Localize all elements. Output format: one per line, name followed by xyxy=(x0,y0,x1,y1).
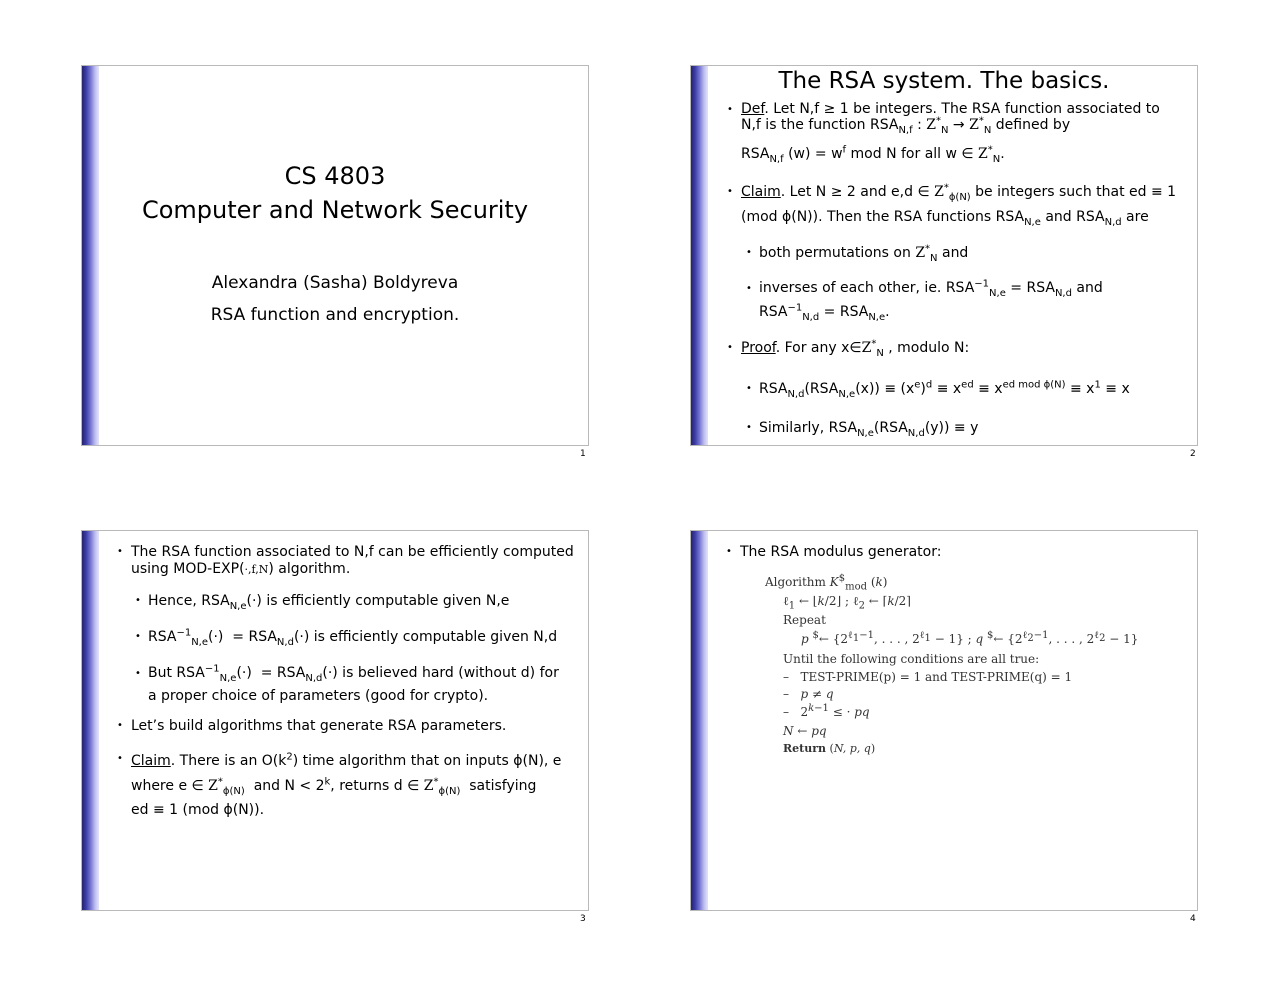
algorithm-line-sample: p $← {$2^{\ell_1-1}$, . . . , $2^{\ell_1} - 1$} ; q $← {$2^{\ell_2-1}$, . . . , $2^{\ell_2} - 1$} xyxy=(801,630,1139,646)
claim-line1: Claim. Let N ≥ 2 and e,d ∈ $Z^*_{\phi(N)}$ be integers such that ed ≡ 1 xyxy=(741,182,1177,203)
claim-line1: Claim. There is an $O(k^2)$ time algorithm that on inputs ϕ(N), e xyxy=(131,751,562,769)
definition-line2: N,f is the function $RSA_{N,f}$ : $Z^*_N \to Z^*_N$ defined by xyxy=(741,115,1071,136)
hardness-bullet-line2: a proper choice of parameters (good for crypto). xyxy=(148,688,489,704)
inverse-bullet-line2: $RSA^{-1}_{N,d} = RSA_{N,e}$. xyxy=(759,302,890,323)
slide-4 xyxy=(690,530,1198,911)
algorithm-cond-distinct: – p ≠ q xyxy=(783,687,834,701)
algorithm-line-modulus: N ← pq xyxy=(783,724,827,738)
claim-line3: ed ≡ 1 (mod ϕ(N)). xyxy=(131,802,265,818)
algorithm-header: Algorithm $K^{\$}_{mod}$ (k) xyxy=(765,573,888,593)
slide-accent-bar xyxy=(691,531,708,910)
slide-title: The RSA system. The basics. xyxy=(778,68,1110,94)
bullet-icon: • xyxy=(117,546,123,557)
page-number-2: 2 xyxy=(1190,449,1196,459)
page-number-3: 3 xyxy=(580,914,586,924)
bullet-icon: • xyxy=(727,342,733,353)
bullet-icon: • xyxy=(746,422,752,433)
efficiency-line1: The RSA function associated to N,f can be efficiently computed xyxy=(131,544,574,560)
bullet-icon: • xyxy=(117,720,123,731)
hence-bullet: Hence, $RSA_{N,e}(\cdot)$ is efficiently computable given N,e xyxy=(148,593,510,612)
course-number: CS 4803 xyxy=(284,162,386,190)
bullet-icon: • xyxy=(726,546,732,557)
inverse-computable-bullet: $RSA^{-1}_{N,e}(\cdot) = RSA_{N,d}(\cdot)$ is efficiently computable given N,d xyxy=(148,627,558,648)
proof-similarly: Similarly, $RSA_{N,e}(RSA_{N,d}(y)) \equiv y$ xyxy=(759,420,979,439)
algorithm-line-split: ℓ$_1$ ← ⌊k/2⌋ ; ℓ$_2$ ← ⌈k/2⌉ xyxy=(783,594,911,612)
proof-line: Proof. For any $x\in Z^*_N$ , modulo N: xyxy=(741,338,970,359)
bullet-icon: • xyxy=(135,595,141,606)
slide-3 xyxy=(81,530,589,911)
lecture-subtitle: RSA function and encryption. xyxy=(210,305,460,325)
definition-formula: $RSA_{N,f}$ $(w) = w^f$ mod N for all w ∈ $Z^*_N$. xyxy=(741,144,1005,165)
bullet-icon: • xyxy=(135,631,141,642)
build-algorithms-bullet: Let’s build algorithms that generate RSA parameters. xyxy=(131,718,507,734)
bullet-icon: • xyxy=(117,753,123,764)
bullet-icon: • xyxy=(746,383,752,394)
permutation-bullet: both permutations on $Z^*_N$ and xyxy=(759,243,969,264)
slide-accent-bar xyxy=(82,66,99,445)
bullet-icon: • xyxy=(746,247,752,258)
definition-line1: Def. Let N,f ≥ 1 be integers. The RSA function associated to xyxy=(741,101,1160,117)
slide-2 xyxy=(690,65,1198,446)
bullet-icon: • xyxy=(746,283,752,294)
slide-accent-bar xyxy=(691,66,708,445)
algorithm-line-until: Until the following conditions are all true: xyxy=(783,652,1040,666)
algorithm-cond-size: – $2^{k-1}$ ≤ · pq xyxy=(783,703,870,719)
algorithm-cond-prime: – TEST-PRIME(p) = 1 and TEST-PRIME(q) = 1 xyxy=(783,670,1073,684)
generator-heading: The RSA modulus generator: xyxy=(740,544,942,560)
inverse-bullet-line1: inverses of each other, ie. $RSA^{-1}_{N,e} = RSA_{N,d}$ and xyxy=(759,278,1103,299)
hardness-bullet-line1: But $RSA^{-1}_{N,e}(\cdot) = RSA_{N,d}(\cdot)$ is believed hard (without d) for xyxy=(148,663,559,684)
page-number-1: 1 xyxy=(580,449,586,459)
bullet-icon: • xyxy=(727,186,733,197)
claim-line2: (mod ϕ(N)). Then the RSA functions $RSA_{N,e}$ and $RSA_{N,d}$ are xyxy=(741,209,1149,228)
proof-derivation: $RSA_{N,d}(RSA_{N,e}(x)) \equiv (x^e)^d \equiv x^{ed} \equiv x^{ed mod \phi(N)} \equiv x^1 \equiv x$ xyxy=(759,379,1130,400)
bullet-icon: • xyxy=(727,104,733,115)
course-title: Computer and Network Security xyxy=(141,196,529,224)
algorithm-line-repeat: Repeat xyxy=(783,613,826,627)
claim-line2: where e ∈ $Z^*_{\phi(N)}$ and $N < 2^k$, returns d ∈ $Z^*_{\phi(N)}$ satisfying xyxy=(131,776,537,797)
author-name: Alexandra (Sasha) Boldyreva xyxy=(211,273,459,293)
bullet-icon: • xyxy=(135,668,141,679)
slide-accent-bar xyxy=(82,531,99,910)
efficiency-line2: using MOD-EXP(·,f,N) algorithm. xyxy=(131,561,351,577)
page-number-4: 4 xyxy=(1190,914,1196,924)
algorithm-line-return: Return (N, p, q) xyxy=(783,742,876,755)
slide-1 xyxy=(81,65,589,446)
